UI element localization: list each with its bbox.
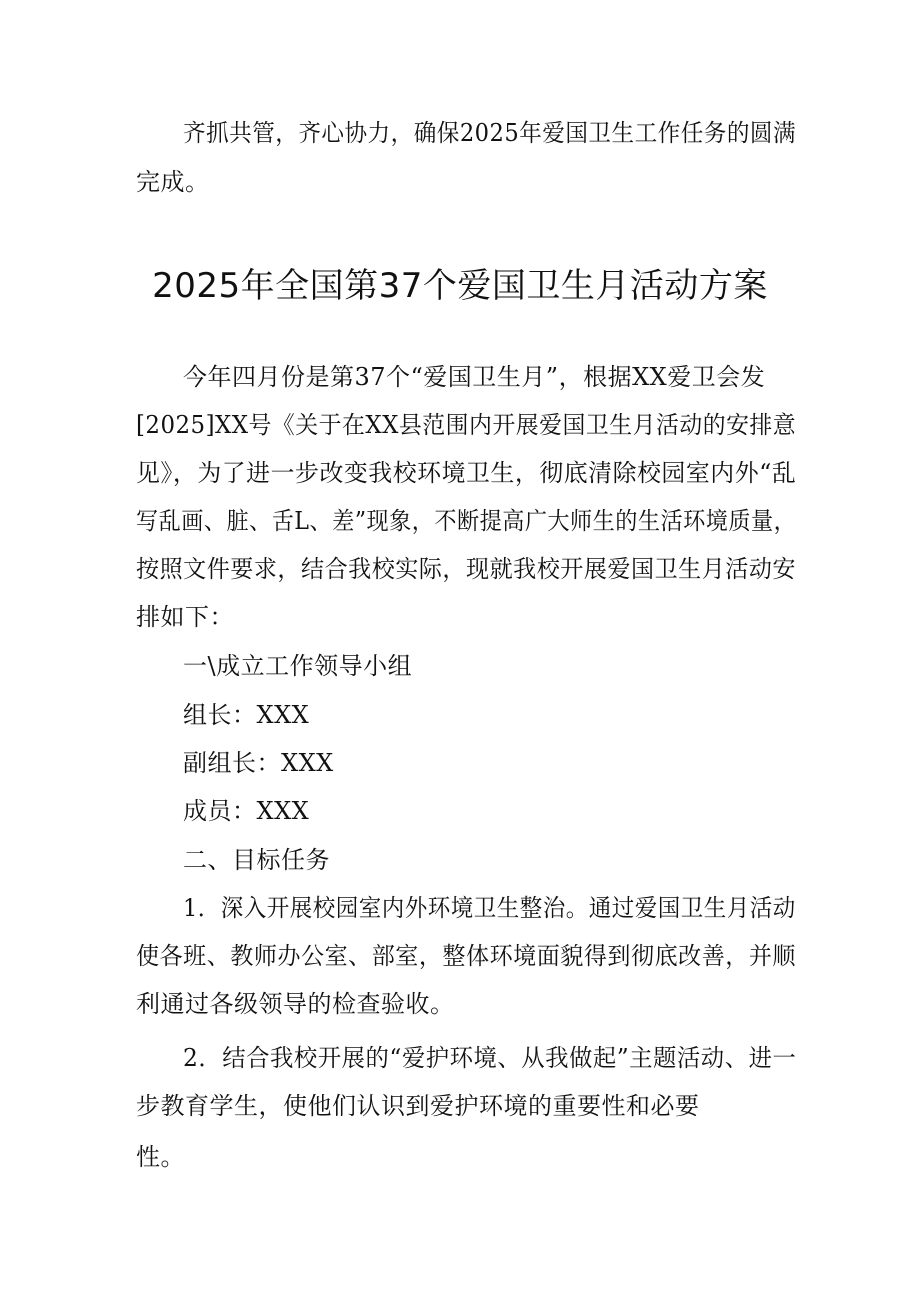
para1-line-6: 排如下： xyxy=(136,603,234,631)
item2-line-1: 2．结合我校开展的“爱护环境、从我做起”主题活动、进一 xyxy=(183,1044,797,1072)
section2-heading: 二、目标任务 xyxy=(183,846,330,874)
item2-line-2: 步教育学生，使他们认识到爱护环境的重要性和必要 xyxy=(136,1092,700,1120)
intro-line-1: 齐抓共管，齐心协力，确保2025年爱国卫生工作任务的圆满 xyxy=(183,119,797,147)
item1-line-3: 利通过各级领导的检查验收。 xyxy=(136,990,455,1018)
vice-leader-line: 副组长：XXX xyxy=(183,749,334,777)
para1-line-5: 按照文件要求，结合我校实际，现就我校开展爱国卫生月活动安 xyxy=(136,555,797,583)
para1-line-3: 见》，为了进一步改变我校环境卫生，彻底清除校园室内外“乱 xyxy=(136,459,797,487)
intro-line-2: 完成。 xyxy=(136,168,210,196)
section1-heading: 一\成立工作领导小组 xyxy=(183,652,413,680)
item2-line-3: 性。 xyxy=(136,1143,185,1171)
item1-line-1: 1．深入开展校园室内外环境卫生整治。通过爱国卫生月活动 xyxy=(183,894,796,922)
leader-line: 组长：XXX xyxy=(183,701,310,729)
members-line: 成员：XXX xyxy=(183,797,310,825)
para1-line-1: 今年四月份是第37个“爱国卫生月”，根据XX爱卫会发 xyxy=(183,363,766,391)
document-title: 2025年全国第37个爱国卫生月活动方案 xyxy=(152,266,768,306)
para1-line-2: [2025]XX号《关于在XX县范围内开展爱国卫生月活动的安排意 xyxy=(136,411,797,439)
item1-line-2: 使各班、教师办公室、部室，整体环境面貌得到彻底改善，并顺 xyxy=(136,942,797,970)
para1-line-4: 写乱画、脏、舌L、差”现象，不断提高广大师生的生活环境质量， xyxy=(136,507,797,535)
